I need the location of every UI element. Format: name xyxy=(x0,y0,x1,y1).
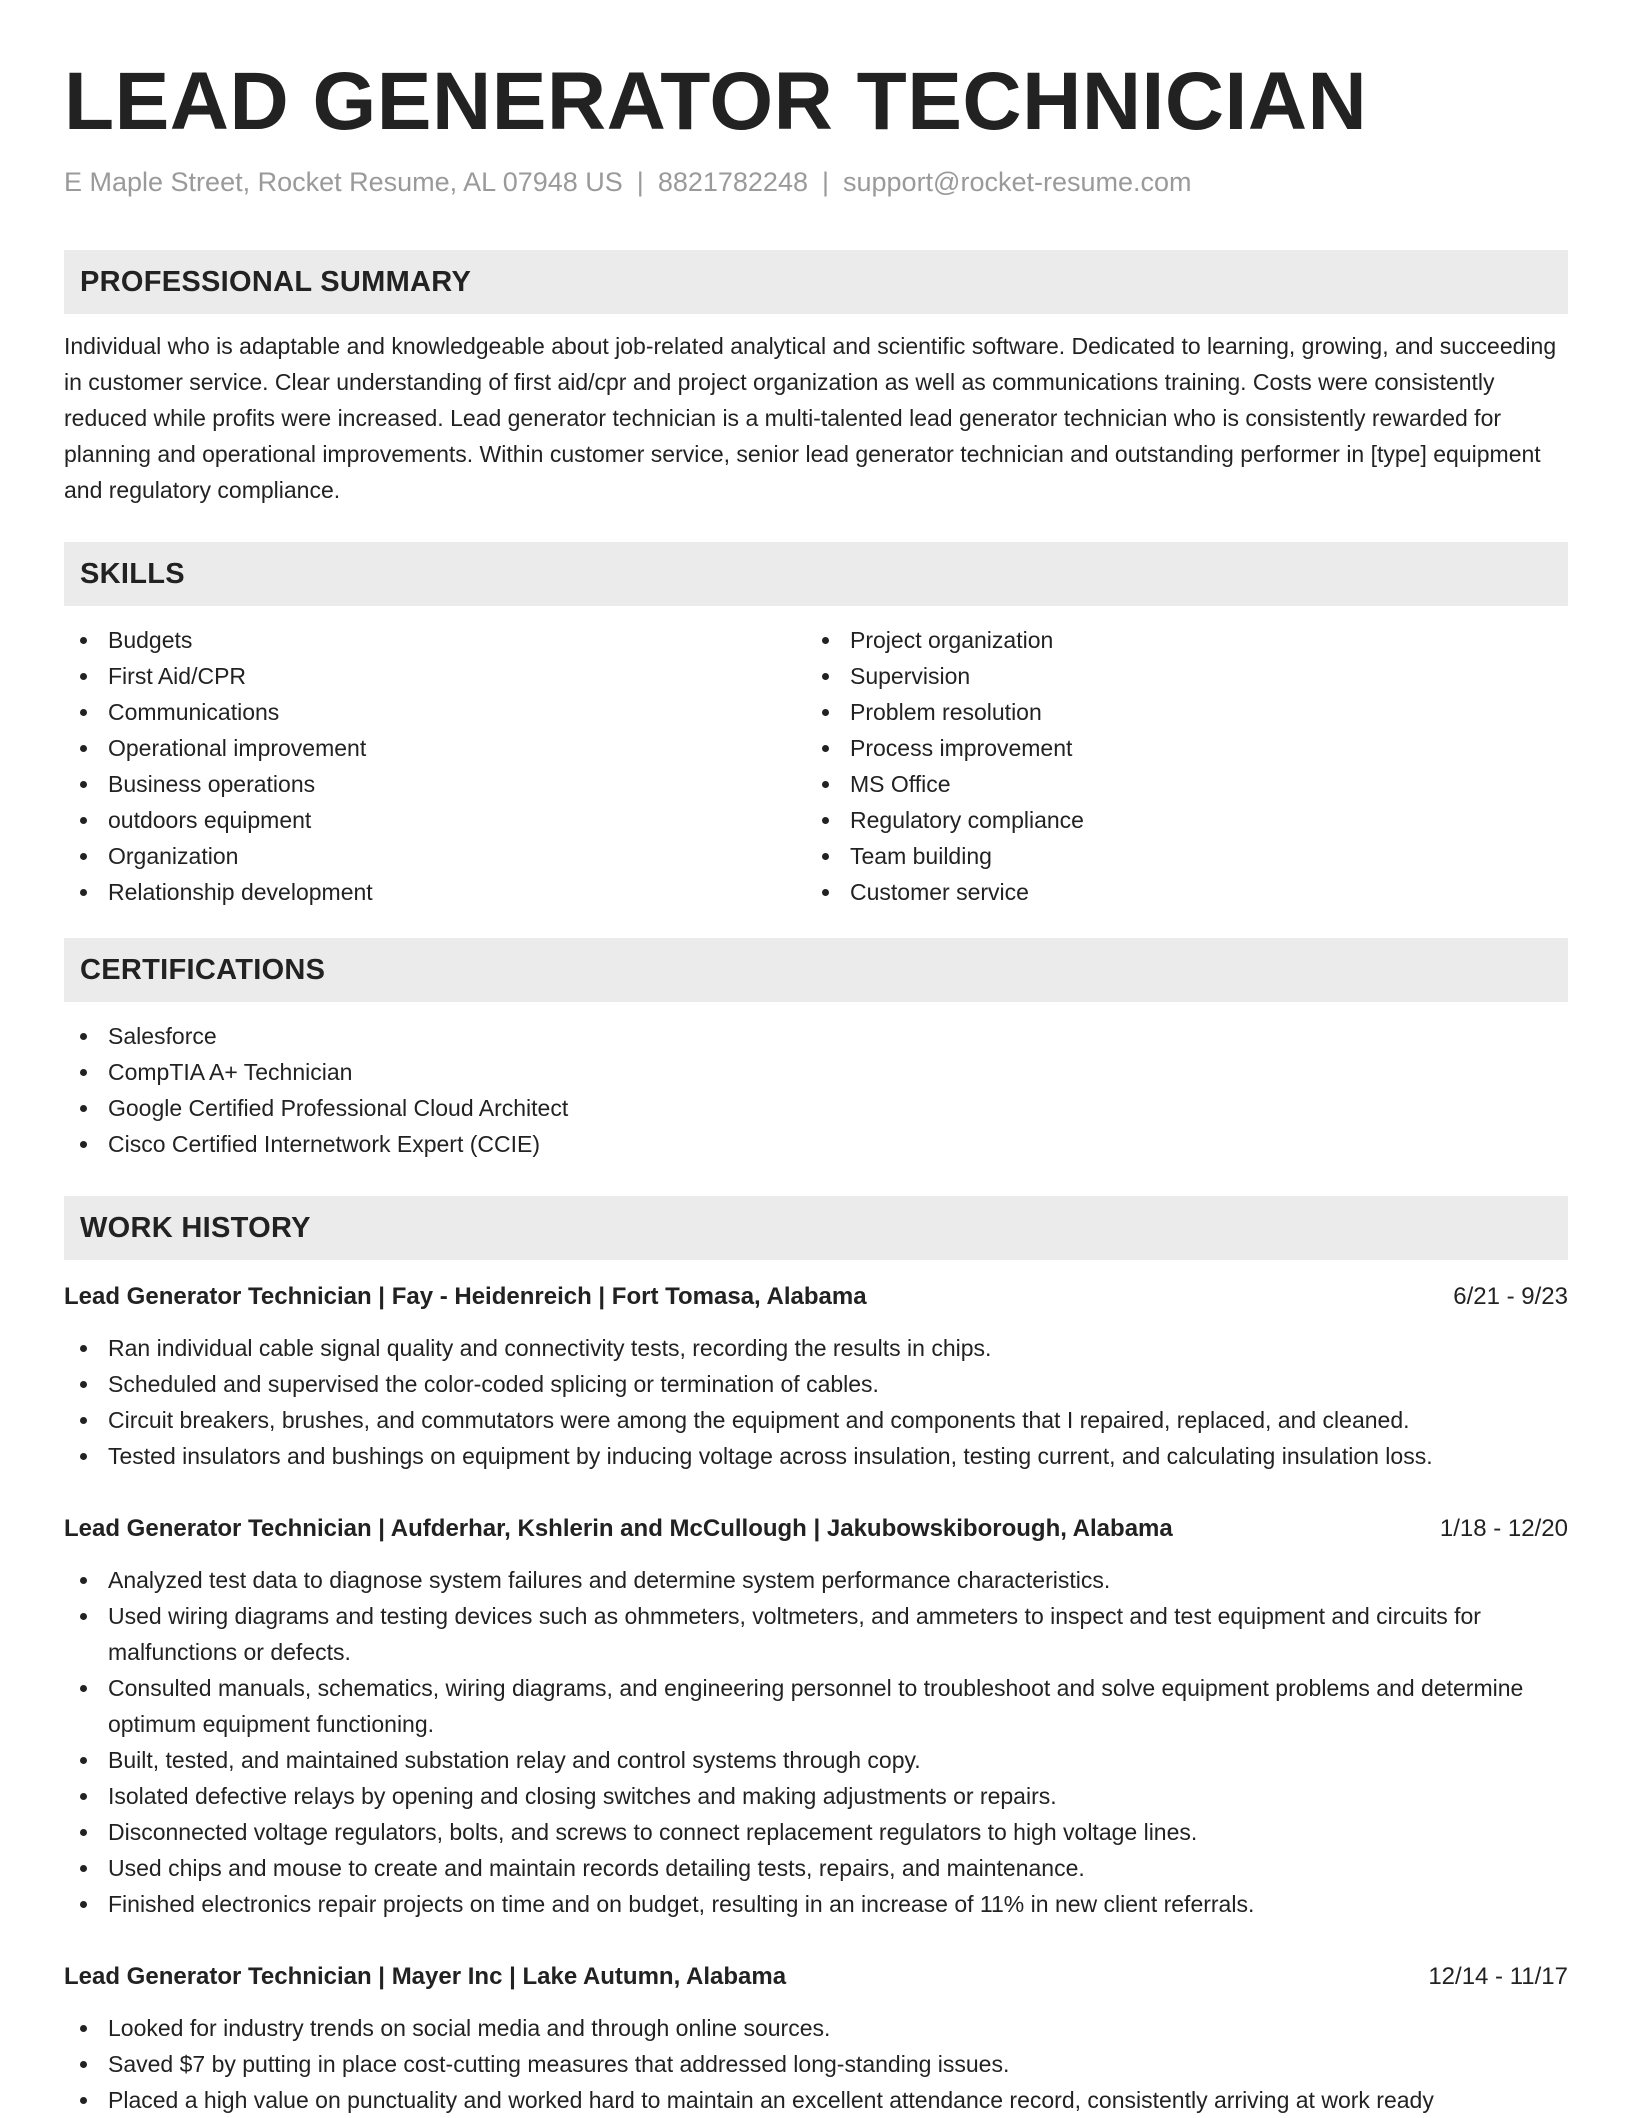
contact-address: E Maple Street, Rocket Resume, AL 07948 US xyxy=(64,167,623,197)
job-bullet: Circuit breakers, brushes, and commutators were among the equipment and components that I repaired, replaced, and cleaned. xyxy=(64,1402,1568,1438)
job-bullet: Analyzed test data to diagnose system failures and determine system performance characteristics. xyxy=(64,1562,1568,1598)
skills-right-column xyxy=(806,622,1548,910)
skills-columns xyxy=(64,622,1568,910)
job-bullet: Built, tested, and maintained substation relay and control systems through copy. xyxy=(64,1742,1568,1778)
job-bullets xyxy=(64,1330,1568,1474)
skill-item: Relationship development xyxy=(64,874,806,910)
job-dates: 6/21 - 9/23 xyxy=(1453,1283,1568,1310)
contact-separator: | xyxy=(636,167,644,197)
skill-item: Operational improvement xyxy=(64,730,806,766)
resume-name: LEAD GENERATOR TECHNICIAN xyxy=(64,56,1368,147)
job-bullet: Tested insulators and bushings on equipment by inducing voltage across insulation, testing current, and calculating insulation loss. xyxy=(64,1438,1568,1474)
job-bullet: Used wiring diagrams and testing devices such as ohmmeters, voltmeters, and ammeters to inspect and test equipment and circuits for malfunctions or defects. xyxy=(64,1598,1568,1670)
job-entry xyxy=(64,1512,1568,1922)
skill-item: Business operations xyxy=(64,766,806,802)
certification-item: Salesforce xyxy=(64,1018,1568,1054)
skill-item: Organization xyxy=(64,838,806,874)
job-bullets xyxy=(64,1562,1568,1922)
certifications-heading: CERTIFICATIONS xyxy=(64,938,1568,1002)
job-bullet: Saved $7 by putting in place cost-cutting measures that addressed long-standing issues. xyxy=(64,2046,1568,2082)
summary-text: Individual who is adaptable and knowledgeable about job-related analytical and scientific software. Dedicated to learning, growing, and succeeding in customer service. Clear understanding of first aid/cpr and project organization as well as communications training. Costs were consistently reduced while profits were increased. Lead generator technician is a multi-talented lead generator technician who is consistently rewarded for planning and operational improvements. Within customer service, senior lead generator technician and outstanding performer in [type] equipment and regulatory compliance. xyxy=(64,333,1557,503)
certification-item: CompTIA A+ Technician xyxy=(64,1054,1568,1090)
job-title: Lead Generator Technician | Mayer Inc | Lake Autumn, Alabama xyxy=(64,1963,787,1990)
job-header xyxy=(64,1512,1568,1546)
skill-item: Regulatory compliance xyxy=(806,802,1548,838)
job-bullet: Used chips and mouse to create and maintain records detailing tests, repairs, and maintenance. xyxy=(64,1850,1568,1886)
skill-item: First Aid/CPR xyxy=(64,658,806,694)
job-entry xyxy=(64,1280,1568,1474)
contact-line xyxy=(64,164,1568,200)
skills-heading: SKILLS xyxy=(64,542,1568,606)
contact-separator: | xyxy=(821,167,829,197)
skill-item: Customer service xyxy=(806,874,1548,910)
skill-item: outdoors equipment xyxy=(64,802,806,838)
job-bullet: Isolated defective relays by opening and closing switches and making adjustments or repairs. xyxy=(64,1778,1568,1814)
skill-item: Team building xyxy=(806,838,1548,874)
job-header xyxy=(64,1280,1568,1314)
job-title: Lead Generator Technician | Aufderhar, Kshlerin and McCullough | Jakubowskiborough, Alabama xyxy=(64,1515,1173,1542)
job-bullet: Consulted manuals, schematics, wiring diagrams, and engineering personnel to troubleshoot and solve equipment problems and determine optimum equipment functioning. xyxy=(64,1670,1568,1742)
certification-item: Cisco Certified Internetwork Expert (CCIE) xyxy=(64,1126,1568,1162)
job-title: Lead Generator Technician | Fay - Heidenreich | Fort Tomasa, Alabama xyxy=(64,1283,867,1310)
job-bullet: Looked for industry trends on social media and through online sources. xyxy=(64,2010,1568,2046)
summary-heading: PROFESSIONAL SUMMARY xyxy=(64,250,1568,314)
skill-item: Budgets xyxy=(64,622,806,658)
job-bullets xyxy=(64,2010,1568,2118)
skill-item: Problem resolution xyxy=(806,694,1548,730)
skill-item: Supervision xyxy=(806,658,1548,694)
job-bullet: Disconnected voltage regulators, bolts, and screws to connect replacement regulators to high voltage lines. xyxy=(64,1814,1568,1850)
job-bullet: Finished electronics repair projects on time and on budget, resulting in an increase of 11% in new client referrals. xyxy=(64,1886,1568,1922)
skill-item: MS Office xyxy=(806,766,1548,802)
skill-item: Process improvement xyxy=(806,730,1548,766)
job-dates: 1/18 - 12/20 xyxy=(1439,1515,1568,1542)
contact-email: support@rocket-resume.com xyxy=(843,167,1192,197)
job-header xyxy=(64,1960,1568,1994)
skill-item: Communications xyxy=(64,694,806,730)
work-history-heading: WORK HISTORY xyxy=(64,1196,1568,1260)
contact-phone: 8821782248 xyxy=(657,167,808,197)
job-dates: 12/14 - 11/17 xyxy=(1428,1963,1568,1990)
job-bullet: Ran individual cable signal quality and connectivity tests, recording the results in chips. xyxy=(64,1330,1568,1366)
certifications-list xyxy=(64,1018,1568,1162)
skills-left-column xyxy=(64,622,806,910)
job-entry xyxy=(64,1960,1568,2118)
skill-item: Project organization xyxy=(806,622,1548,658)
resume-page xyxy=(64,52,1568,2118)
job-bullet: Placed a high value on punctuality and worked hard to maintain an excellent attendance record, consistently arriving at work ready xyxy=(64,2082,1568,2118)
job-bullet: Scheduled and supervised the color-coded splicing or termination of cables. xyxy=(64,1366,1568,1402)
certification-item: Google Certified Professional Cloud Architect xyxy=(64,1090,1568,1126)
